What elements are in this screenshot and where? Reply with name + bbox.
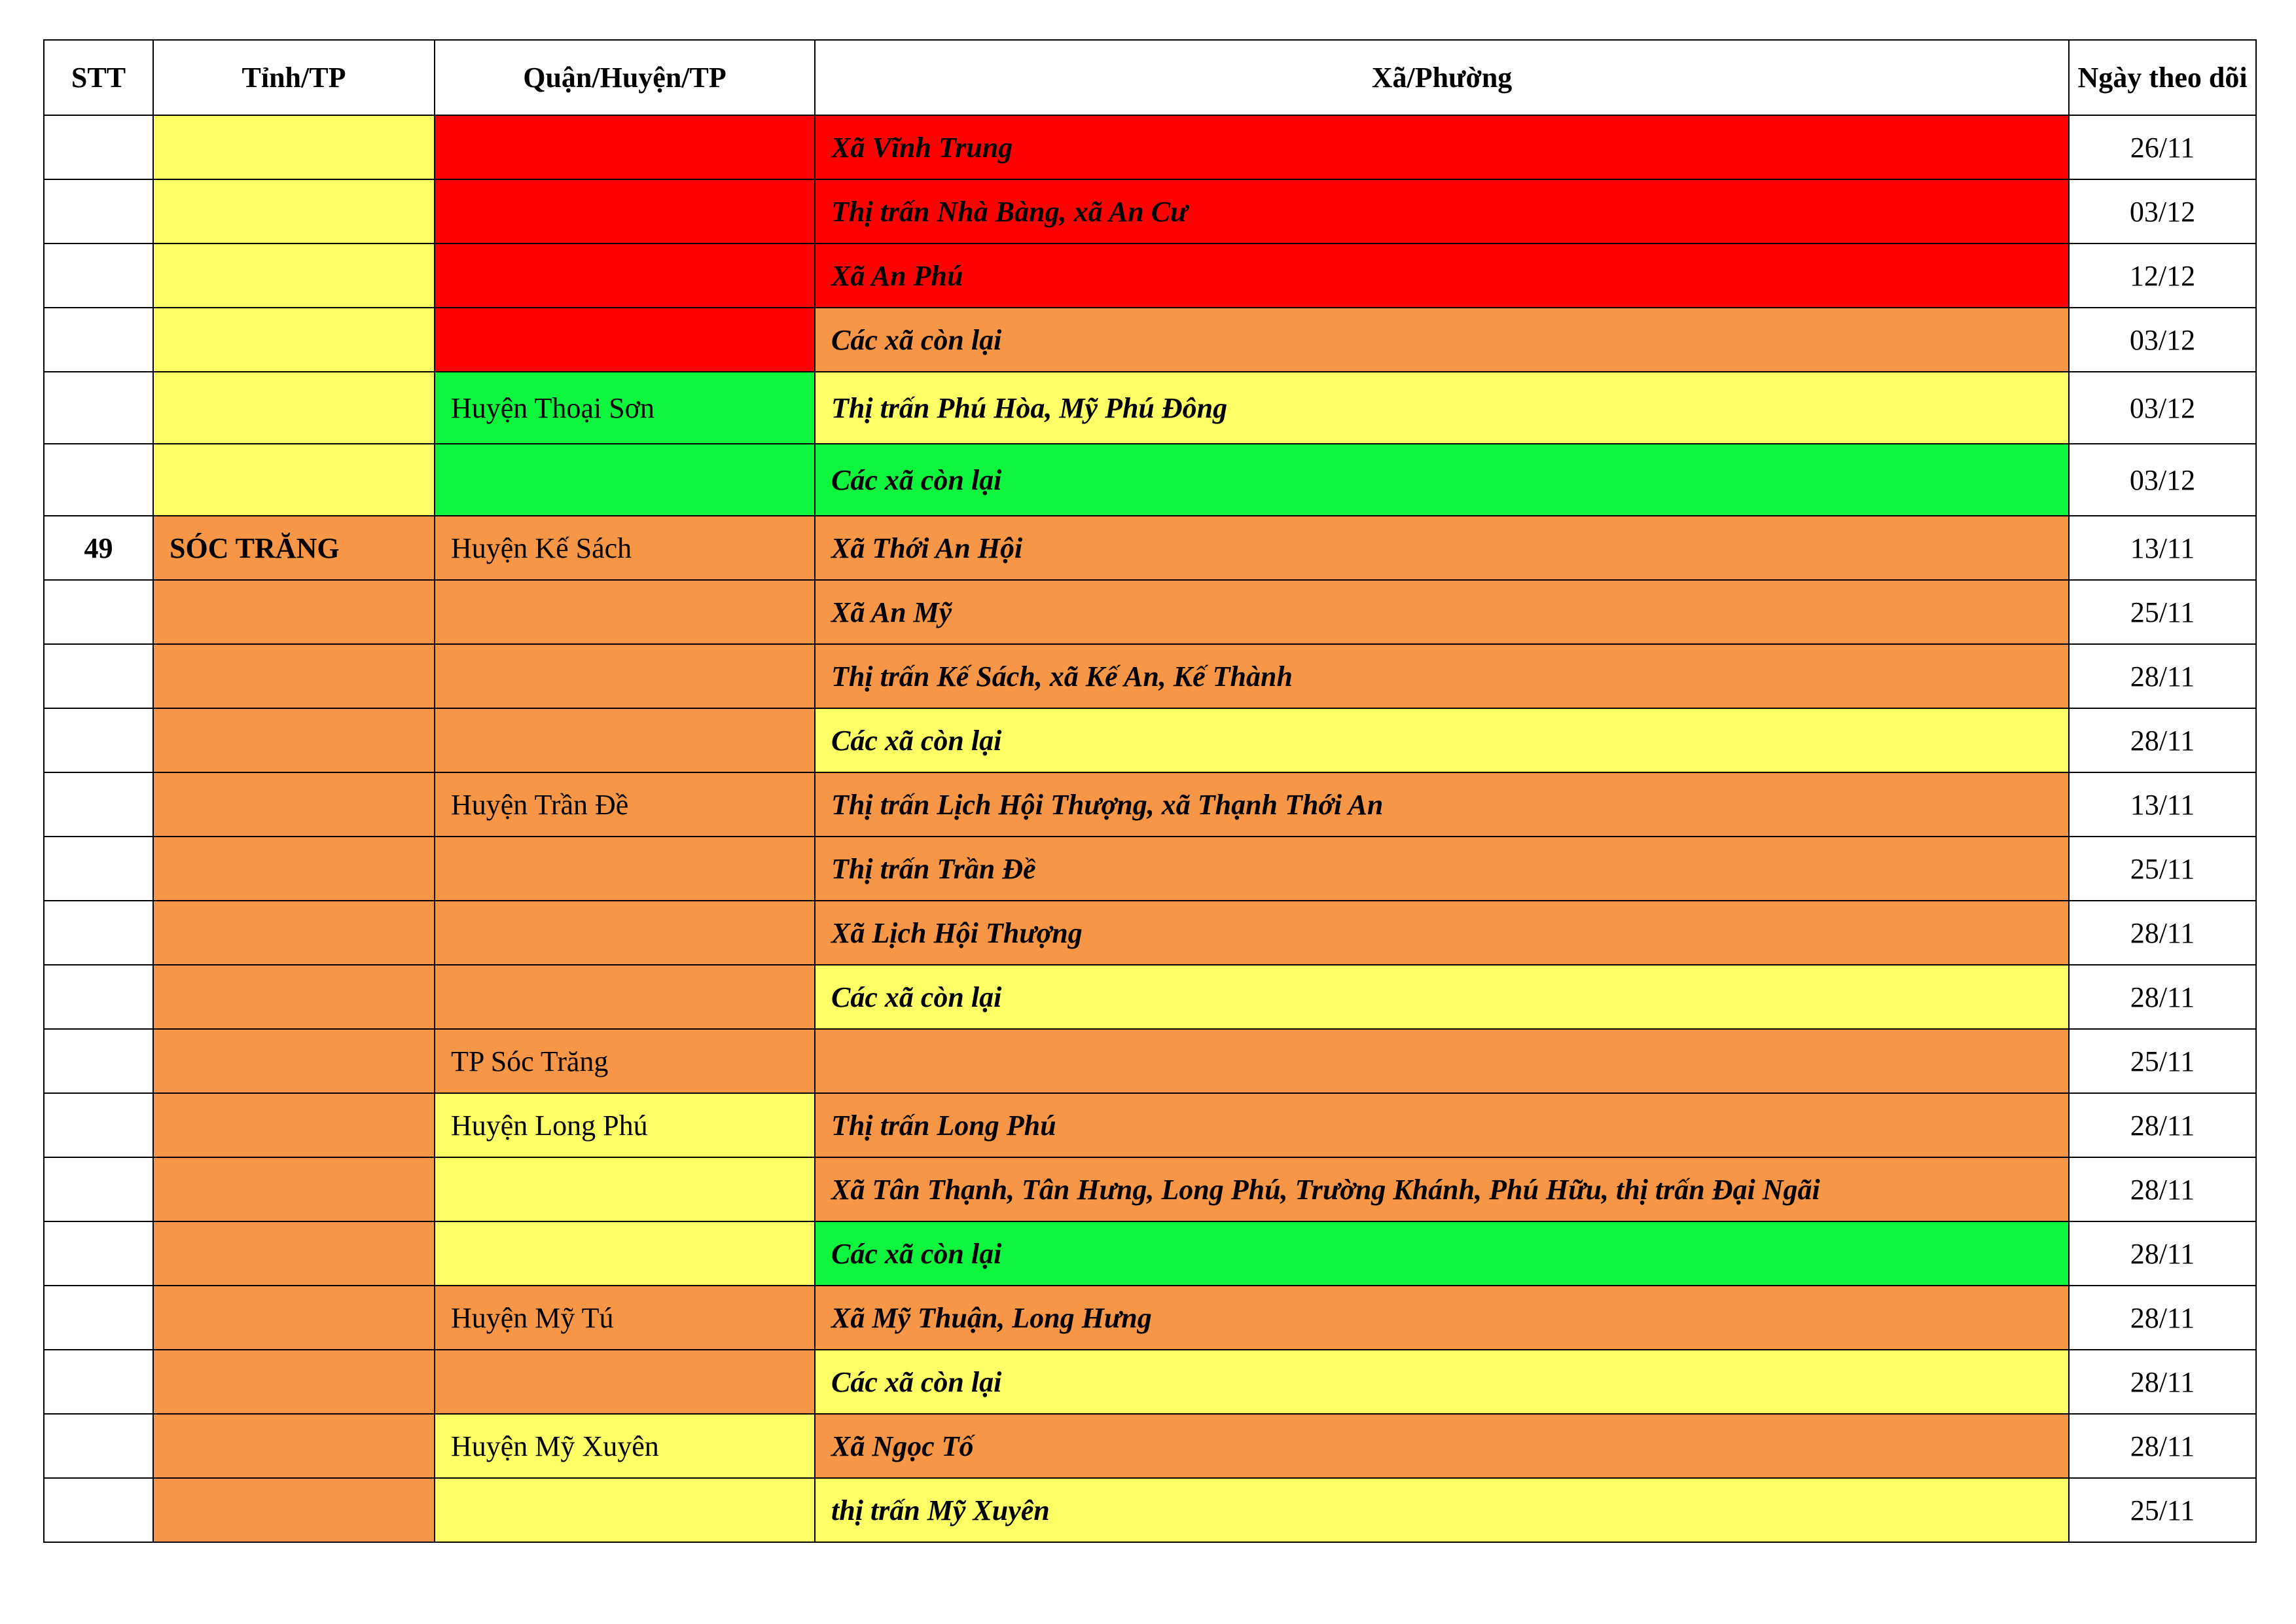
header-district: Quận/Huyện/TP [435, 40, 815, 115]
stt-cell [44, 1478, 153, 1542]
stt-cell [44, 901, 153, 965]
table-row [44, 1029, 2256, 1093]
district-cell [435, 901, 815, 965]
stt-cell [44, 444, 153, 516]
ward-cell: Xã Thới An Hội [815, 516, 2069, 580]
date-cell: 13/11 [2069, 772, 2256, 837]
ward-cell: Thị trấn Trần Đề [815, 837, 2069, 901]
stt-cell [44, 1093, 153, 1157]
district-cell: Huyện Trần Đề [435, 772, 815, 837]
province-cell [153, 179, 435, 244]
table-row [44, 308, 2256, 372]
stt-cell [44, 308, 153, 372]
header-date: Ngày theo dõi [2069, 40, 2256, 115]
district-cell [435, 837, 815, 901]
date-cell: 28/11 [2069, 708, 2256, 772]
district-cell [435, 444, 815, 516]
district-cell: Huyện Mỹ Tú [435, 1286, 815, 1350]
stt-cell [44, 372, 153, 444]
district-cell [435, 1478, 815, 1542]
district-cell [435, 115, 815, 179]
table-row [44, 179, 2256, 244]
ward-cell: Xã Mỹ Thuận, Long Hưng [815, 1286, 2069, 1350]
district-cell: Huyện Mỹ Xuyên [435, 1414, 815, 1478]
date-cell: 03/12 [2069, 372, 2256, 444]
date-cell: 03/12 [2069, 444, 2256, 516]
date-cell: 13/11 [2069, 516, 2256, 580]
table-row [44, 1221, 2256, 1286]
ward-cell: thị trấn Mỹ Xuyên [815, 1478, 2069, 1542]
stt-cell [44, 1414, 153, 1478]
date-cell: 25/11 [2069, 580, 2256, 644]
date-cell: 26/11 [2069, 115, 2256, 179]
province-cell [153, 708, 435, 772]
header-row [44, 40, 2256, 115]
table-row [44, 244, 2256, 308]
stt-cell [44, 1157, 153, 1221]
header-stt: STT [44, 40, 153, 115]
ward-cell [815, 1029, 2069, 1093]
province-cell [153, 901, 435, 965]
date-cell: 03/12 [2069, 308, 2256, 372]
stt-cell [44, 580, 153, 644]
ward-cell: Các xã còn lại [815, 708, 2069, 772]
province-cell [153, 1286, 435, 1350]
province-cell [153, 1221, 435, 1286]
date-cell: 03/12 [2069, 179, 2256, 244]
stt-cell: 49 [44, 516, 153, 580]
header-province: Tỉnh/TP [153, 40, 435, 115]
ward-cell: Xã Ngọc Tố [815, 1414, 2069, 1478]
table-row [44, 1414, 2256, 1478]
province-cell [153, 1093, 435, 1157]
district-cell [435, 965, 815, 1029]
district-cell [435, 708, 815, 772]
ward-cell: Các xã còn lại [815, 965, 2069, 1029]
ward-cell: Các xã còn lại [815, 1350, 2069, 1414]
stt-cell [44, 644, 153, 708]
district-cell [435, 1157, 815, 1221]
province-cell [153, 965, 435, 1029]
ward-cell: Thị trấn Kế Sách, xã Kế An, Kế Thành [815, 644, 2069, 708]
date-cell: 12/12 [2069, 244, 2256, 308]
table-row [44, 1350, 2256, 1414]
province-cell [153, 837, 435, 901]
province-cell [153, 1350, 435, 1414]
table-row [44, 1478, 2256, 1542]
district-cell [435, 1221, 815, 1286]
province-cell [153, 1029, 435, 1093]
district-cell: Huyện Kế Sách [435, 516, 815, 580]
table-row [44, 837, 2256, 901]
header-ward: Xã/Phường [815, 40, 2069, 115]
date-cell: 28/11 [2069, 1157, 2256, 1221]
province-cell [153, 644, 435, 708]
table-row [44, 644, 2256, 708]
stt-cell [44, 965, 153, 1029]
stt-cell [44, 1286, 153, 1350]
ward-cell: Các xã còn lại [815, 1221, 2069, 1286]
ward-cell: Xã Tân Thạnh, Tân Hưng, Long Phú, Trường Khánh, Phú Hữu, thị trấn Đại Ngãi [815, 1157, 2069, 1221]
ward-cell: Thị trấn Lịch Hội Thượng, xã Thạnh Thới An [815, 772, 2069, 837]
ward-cell: Xã An Phú [815, 244, 2069, 308]
province-cell [153, 1414, 435, 1478]
date-cell: 28/11 [2069, 1221, 2256, 1286]
district-cell: TP Sóc Trăng [435, 1029, 815, 1093]
ward-cell: Các xã còn lại [815, 308, 2069, 372]
district-cell [435, 244, 815, 308]
district-cell [435, 1350, 815, 1414]
district-cell: Huyện Thoại Sơn [435, 372, 815, 444]
stt-cell [44, 115, 153, 179]
province-cell [153, 244, 435, 308]
table-row [44, 1286, 2256, 1350]
province-cell [153, 444, 435, 516]
stt-cell [44, 1029, 153, 1093]
province-cell [153, 580, 435, 644]
date-cell: 28/11 [2069, 644, 2256, 708]
ward-cell: Xã Vĩnh Trung [815, 115, 2069, 179]
district-cell [435, 644, 815, 708]
document-page [43, 39, 2257, 1543]
table-body [44, 115, 2256, 1542]
stt-cell [44, 1350, 153, 1414]
ward-cell: Xã An Mỹ [815, 580, 2069, 644]
date-cell: 28/11 [2069, 965, 2256, 1029]
district-cell [435, 308, 815, 372]
table-row [44, 901, 2256, 965]
ward-cell: Xã Lịch Hội Thượng [815, 901, 2069, 965]
province-cell [153, 115, 435, 179]
province-cell: SÓC TRĂNG [153, 516, 435, 580]
ward-cell: Thị trấn Phú Hòa, Mỹ Phú Đông [815, 372, 2069, 444]
table-row [44, 516, 2256, 580]
table-row [44, 372, 2256, 444]
covid-risk-table [43, 39, 2257, 1543]
table-row [44, 580, 2256, 644]
date-cell: 25/11 [2069, 837, 2256, 901]
table-row [44, 1157, 2256, 1221]
stt-cell [44, 244, 153, 308]
ward-cell: Thị trấn Nhà Bàng, xã An Cư [815, 179, 2069, 244]
stt-cell [44, 708, 153, 772]
ward-cell: Thị trấn Long Phú [815, 1093, 2069, 1157]
ward-cell: Các xã còn lại [815, 444, 2069, 516]
table-row [44, 115, 2256, 179]
district-cell [435, 179, 815, 244]
date-cell: 25/11 [2069, 1029, 2256, 1093]
province-cell [153, 308, 435, 372]
date-cell: 28/11 [2069, 1414, 2256, 1478]
stt-cell [44, 179, 153, 244]
table-row [44, 772, 2256, 837]
date-cell: 28/11 [2069, 1286, 2256, 1350]
stt-cell [44, 837, 153, 901]
district-cell [435, 580, 815, 644]
table-row [44, 444, 2256, 516]
table-row [44, 708, 2256, 772]
stt-cell [44, 1221, 153, 1286]
date-cell: 25/11 [2069, 1478, 2256, 1542]
date-cell: 28/11 [2069, 1093, 2256, 1157]
table-row [44, 965, 2256, 1029]
province-cell [153, 1478, 435, 1542]
province-cell [153, 772, 435, 837]
district-cell: Huyện Long Phú [435, 1093, 815, 1157]
date-cell: 28/11 [2069, 1350, 2256, 1414]
stt-cell [44, 772, 153, 837]
table-row [44, 1093, 2256, 1157]
date-cell: 28/11 [2069, 901, 2256, 965]
province-cell [153, 1157, 435, 1221]
province-cell [153, 372, 435, 444]
